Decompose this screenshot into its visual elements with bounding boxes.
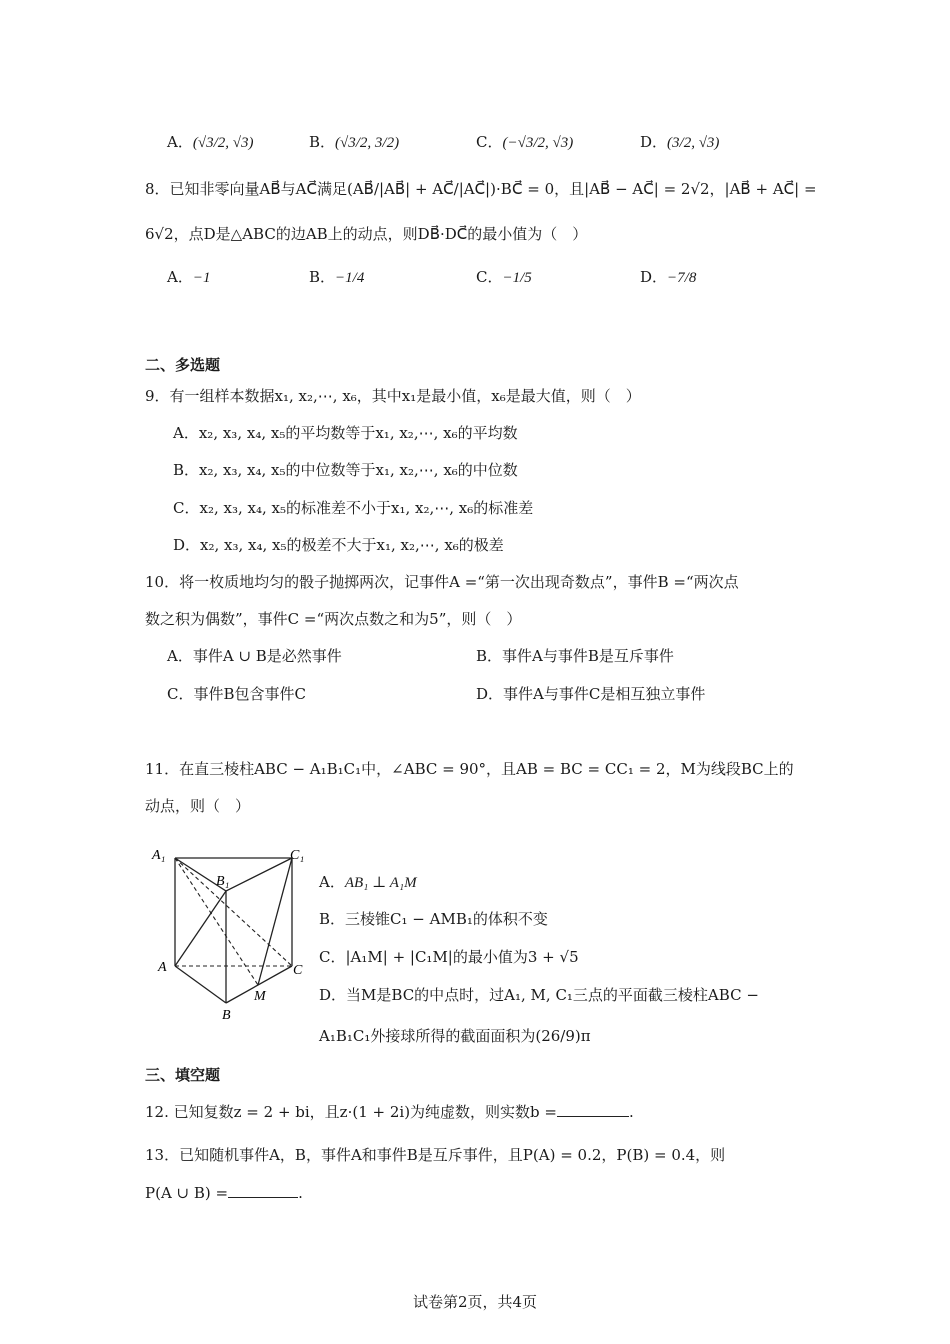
option-text: x₂, x₃, x₄, x₅的中位数等于x₁, x₂,⋯, x₆的中位数 <box>199 461 518 479</box>
q11-option-d <box>319 984 759 1006</box>
q8-stem-line1: 8．已知非零向量AB⃗与AC⃗满足(AB⃗/|AB⃗| + AC⃗/|AC⃗|)·BC⃗ = 0，且|AB⃗ − AC⃗| = 2√2，|AB⃗ + AC⃗| = <box>145 180 817 198</box>
option-text: (−√3/2, √3) <box>502 135 574 151</box>
q7-option-a <box>167 131 253 154</box>
q8-stem-line2: 6√2，点D是△ABC的边AB上的动点，则DB⃗·DC⃗的最小值为（ ） <box>145 225 588 243</box>
q11-option-b <box>319 908 548 930</box>
option-text: x₂, x₃, x₄, x₅的极差不大于x₁, x₂,⋯, x₆的极差 <box>200 536 504 554</box>
q10-stem-line1: 10．将一枚质地均匀的骰子抛掷两次，记事件A =“第一次出现奇数点”，事件B =“两次点 <box>145 573 739 591</box>
option-label: C． <box>476 268 503 286</box>
q11-option-a <box>319 871 417 894</box>
option-label: B． <box>309 133 336 151</box>
q10-option-d <box>476 683 705 705</box>
option-label: D． <box>173 536 201 554</box>
page-footer: 试卷第2页，共4页 <box>412 1293 538 1311</box>
q13-answer-blank[interactable] <box>228 1181 298 1198</box>
option-label: A． <box>173 424 199 442</box>
option-text: 事件A与事件C是相互独立事件 <box>503 685 706 703</box>
q9-option-c <box>173 497 533 519</box>
q9-option-d <box>173 534 504 556</box>
option-label: D． <box>476 685 504 703</box>
option-text: (√3/2, 3/2) <box>335 135 400 151</box>
segment-a1c-hidden <box>175 858 292 966</box>
q7-option-b <box>309 131 399 154</box>
option-text: 事件B包含事件C <box>193 685 306 703</box>
option-label: B． <box>173 461 200 479</box>
option-label: C． <box>173 499 200 517</box>
option-label: A． <box>167 647 193 665</box>
option-label: A． <box>167 268 193 286</box>
q12-question <box>145 1100 634 1123</box>
q11-stem-line1: 11．在直三棱柱ABC − A₁B₁C₁中，∠ABC = 90°，且AB = BC = CC₁ = 2，M为线段BC上的 <box>145 760 794 778</box>
option-text: −1/4 <box>335 270 365 286</box>
label-m: M <box>254 989 266 1004</box>
prism-figure <box>148 843 318 1023</box>
q10-option-a <box>167 645 342 667</box>
q8-option-b <box>309 266 364 289</box>
option-text: (3/2, √3) <box>667 135 720 151</box>
q10-option-b <box>476 645 674 667</box>
option-label: C． <box>319 948 346 966</box>
option-label: D． <box>319 986 347 1004</box>
label-c1: C₁ <box>290 848 305 863</box>
q13-stem-line2: P(A ∪ B) = <box>145 1184 229 1202</box>
q7-option-c <box>476 131 573 154</box>
q12-answer-blank[interactable] <box>557 1100 629 1117</box>
q11-stem-line2: 动点，则（ ） <box>145 797 251 815</box>
option-label: C． <box>476 133 503 151</box>
option-text: −1 <box>192 270 211 286</box>
q12-stem: 12. 已知复数z = 2 + bi，且z·(1 + 2i)为纯虚数，则实数b = <box>145 1103 557 1121</box>
label-b1: B₁ <box>216 874 230 889</box>
option-label: D． <box>640 268 668 286</box>
option-text: −7/8 <box>667 270 697 286</box>
option-label: C． <box>167 685 194 703</box>
edge-ab <box>175 966 226 1003</box>
q9-option-a <box>173 422 518 444</box>
option-text: 当M是BC的中点时，过A₁, M, C₁三点的平面截三棱柱ABC − <box>346 986 759 1004</box>
q13-line2 <box>145 1181 303 1204</box>
label-a: A <box>158 960 167 975</box>
label-b: B <box>222 1008 231 1023</box>
q9-option-b <box>173 459 518 481</box>
q8-option-c <box>476 266 532 289</box>
segment-ab1 <box>175 891 226 966</box>
option-label: B． <box>319 910 346 928</box>
option-text: 事件A ∪ B是必然事件 <box>192 647 342 665</box>
option-text: −1/5 <box>502 270 532 286</box>
q13-period: . <box>298 1184 303 1202</box>
option-text: x₂, x₃, x₄, x₅的平均数等于x₁, x₂,⋯, x₆的平均数 <box>198 424 518 442</box>
q12-period: . <box>628 1103 634 1121</box>
edge-b1c1 <box>226 858 292 891</box>
option-text: |A₁M| + |C₁M|的最小值为3 + √5 <box>345 948 579 966</box>
q9-stem: 9．有一组样本数据x₁, x₂,⋯, x₆，其中x₁是最小值，x₆是最大值，则（ ） <box>145 387 641 405</box>
section-title-fill-in: 三、填空题 <box>145 1066 221 1084</box>
q10-option-c <box>167 683 306 705</box>
option-text: 事件A与事件B是互斥事件 <box>502 647 674 665</box>
option-label: B． <box>476 647 503 665</box>
option-text: 三棱锥C₁ − AMB₁的体积不变 <box>345 910 548 928</box>
option-label: A． <box>167 133 193 151</box>
q8-option-d <box>640 266 696 289</box>
q8-option-a <box>167 266 210 289</box>
section-title-multiple-choice: 二、多选题 <box>145 356 221 374</box>
option-label: D． <box>640 133 668 151</box>
q13-stem-line1: 13．已知随机事件A，B，事件A和事件B是互斥事件，且P(A) = 0.2，P(B) = 0.4，则 <box>145 1146 726 1164</box>
label-c: C <box>293 963 303 978</box>
option-label: A． <box>319 873 345 891</box>
option-label: B． <box>309 268 336 286</box>
q11-option-c <box>319 946 579 968</box>
q10-stem-line2: 数之积为偶数”，事件C =“两次点数之和为5”，则（ ） <box>145 610 522 628</box>
option-text: AB₁ ⊥ A₁M <box>344 875 417 891</box>
label-a1: A₁ <box>152 848 166 863</box>
option-text: (√3/2, √3) <box>192 135 254 151</box>
q7-option-d <box>640 131 719 154</box>
q11-option-d-continuation: A₁B₁C₁外接球所得的截面面积为(26/9)π <box>319 1027 591 1045</box>
option-text: x₂, x₃, x₄, x₅的标准差不小于x₁, x₂,⋯, x₆的标准差 <box>199 499 534 517</box>
